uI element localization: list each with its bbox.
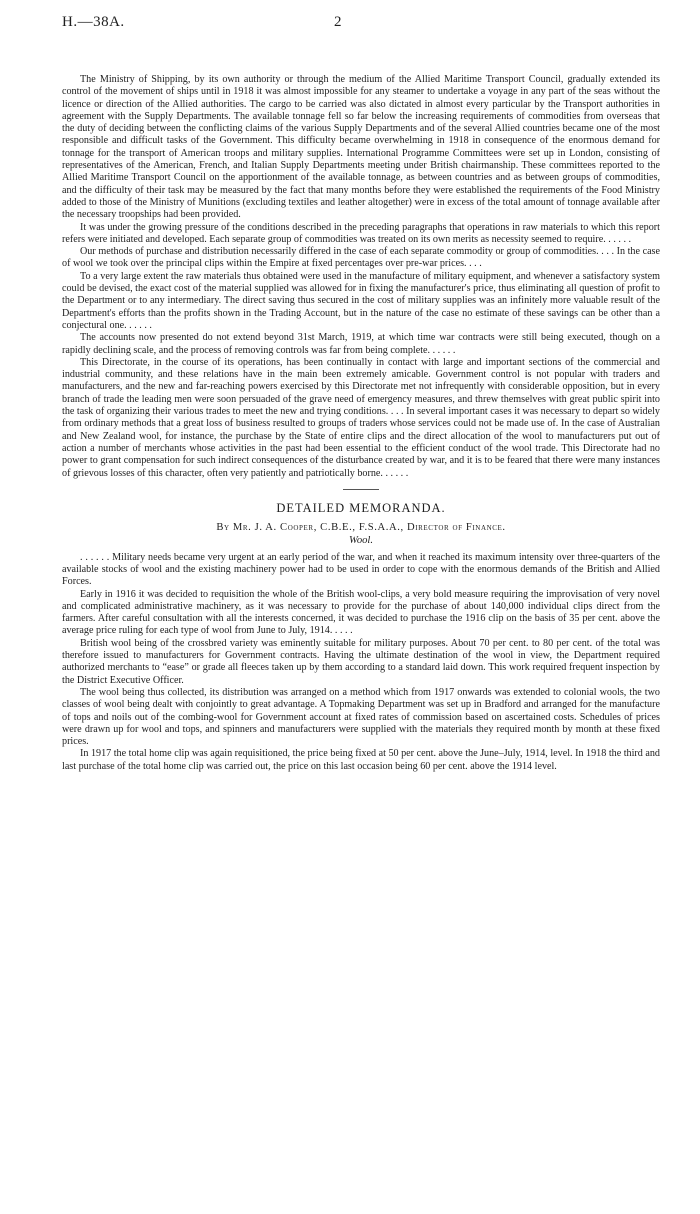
paragraph-raw-materials: It was under the growing pressure of the conditions described in the preceding paragraphs that operations in raw materials to which this report refers were initiated and developed. Each separate group of commodities was treated on its own merits as necessity seemed to require. . . . . . xyxy=(62,221,660,245)
section-divider xyxy=(343,489,379,490)
page-header xyxy=(62,14,664,36)
paragraph-accounts: The accounts now presented do not extend beyond 31st March, 1919, at which time war contracts were still being executed, though on a rapidly declining scale, and the process of removing controls was far from being complete. . . . . . xyxy=(62,332,660,356)
paragraph-distribution: The wool being thus collected, its distribution was arranged on a method which from 1917 onwards was extended to colonial wools, the two classes of wool being dealt with conjointly to great advantage. A Topmaking Department was set up in Bradford and arranged for the manufacture of tops and noils out of the combing-wool for Government account at fixed rates of commission based on ascertained costs. Schedules of prices were drawn up for wool and tops, and spinners and manufacturers were supplied with the materials they required month by month at these fixed prices. xyxy=(62,686,660,748)
paragraph-purchase-methods: Our methods of purchase and distribution necessarily differed in the case of each separate commodity or group of commodities. . . . In the case of wool we took over the principal clips within the Empire at fixed percentages over pre-war prices. . . . xyxy=(62,246,660,270)
paragraph-directorate-relations: This Directorate, in the course of its operations, has been continually in contact with large and important sections of the commercial and industrial community, and these relations have in the main been extremely amicable. Government control is not popular with traders and manufacturers, and the new and far-reaching powers exercised by this Directorate met not infrequently with considerable opposition, but in every branch of trade the leading men were soon persuaded of the grave need of emergency measures, and threw themselves with great public spirit into the task of organizing their various trades to meet the new and trying conditions. . . . In several important cases it was necessary to depart so widely from ordinary methods that a great loss of business resulted to groups of traders whose services could not be made use of. In the case of Australian and New Zealand wool, for instance, the purchase by the State of entire clips and the direct allocation of the wool to manufacturers put out of action a number of merchants whose activities in the past had been essential to the efficient conduct of the wool trade. This Directorate had no power to grant compensation for such indirect consequences of the disturbance created by war, and it is to be feared that there were many instances of grievous losses of this character, often very patiently and patriotically borne. . . . . . xyxy=(62,356,660,479)
paragraph-clip-1917-1918: In 1917 the total home clip was again requisitioned, the price being fixed at 50 per cent. above the June–July, 1914, level. In 1918 the third and last purchase of the total home clip was carried out, the price on this last occasion being 60 per cent. above the 1914 level. xyxy=(62,748,660,772)
paragraph-military-needs: . . . . . . Military needs became very urgent at an early period of the war, and when it reached its maximum intensity over three-quarters of the available stocks of wool and the existing machinery power had to be used in order to cope with the enormous demands of the British and Allied Forces. xyxy=(62,551,660,588)
paragraph-military-equipment: To a very large extent the raw materials thus obtained were used in the manufacture of military equipment, and whenever a satisfactory system could be devised, the exact cost of the material supplied was allowed for in fixing the manufacturer's price, thus eliminating all question of profit to the Department or to any intermediary. The direct saving thus secured in the cost of military supplies was an infinitely more valuable result of the Department's efforts than the profits shown in the Trading Account, but in the nature of the case no estimate of these savings can be other than a conjectural one. . . . . . xyxy=(62,270,660,331)
byline-author: Mr. J. A. Cooper xyxy=(232,522,314,534)
byline-by: By xyxy=(216,522,230,534)
page-number: 2 xyxy=(334,14,342,30)
document-body xyxy=(62,74,660,773)
memoranda-byline xyxy=(62,522,660,534)
memoranda-heading: DETAILED MEMORANDA. xyxy=(276,500,446,515)
paragraph-requisition-1916: Early in 1916 it was decided to requisition the whole of the British wool-clips, a very bold measure requiring the improvisation of very novel and complicated administrative machinery, as it was necessary to provide for the purchase of about 140,000 individual clips direct from the farmers. After careful consultation with all the interests concerned, it was decided to purchase the 1916 clip on the basis of 35 per cent. above the average price ruling for each type of wool from June to July, 1914. . . . . xyxy=(62,588,660,637)
paragraph-shipping-control: The Ministry of Shipping, by its own authority or through the medium of the Allied Maritime Transport Council, gradually extended its control of the movement of ships until in 1918 it was almost impossible for any steamer to undertake a voyage in any part of the seas without the licence or direction of the Allied authorities. The cargo to be carried was also dictated in almost every particular by the Transport authorities in agreement with the Supply Departments. The available tonnage fell so far below the increasing requirements of commodities from overseas that the duty of deciding between the conflicting claims of the various Supply Departments and of the several Allied countries became one of the most responsible and difficult tasks of the Government. This difficulty became overwhelming in 1918 in consequence of the enormous demand for tonnage for the transport of American troops and military supplies. International Programme Committees were set up in London, consisting of representatives of the American, French, and Italian Supply Departments meeting under British chairmanship. These committees reported to the Allied Maritime Transport Council on the apportionment of the available tonnage, as between countries and as between groups of commodities, and the difficulty of their task may be measured by the fact that many months before they were established the requirements of the Food Ministry added to those of the Ministry of Munitions (excluding textiles and leather altogether) were in excess of the total amount of tonnage available after the necessary troopships had been provided. xyxy=(62,74,660,221)
section-title-wool: Wool. xyxy=(348,535,374,547)
document-reference: H.—38A. xyxy=(62,14,125,30)
paragraph-crossbred-wool: British wool being of the crossbred variety was eminently suitable for military purposes. About 70 per cent. to 80 per cent. of the total was therefore issued to manufacturers for Government contracts. Having the ultimate destination of the wool in view, the Department required authorized merchants to “ease” or grade all fleeces taken up by them according to a standard laid down. This work required frequent inspection by the District Executive Officer. xyxy=(62,637,660,686)
byline-honours: , C.B.E., F.S.A.A., xyxy=(313,522,407,534)
byline-role: Director of Finance. xyxy=(406,522,506,534)
